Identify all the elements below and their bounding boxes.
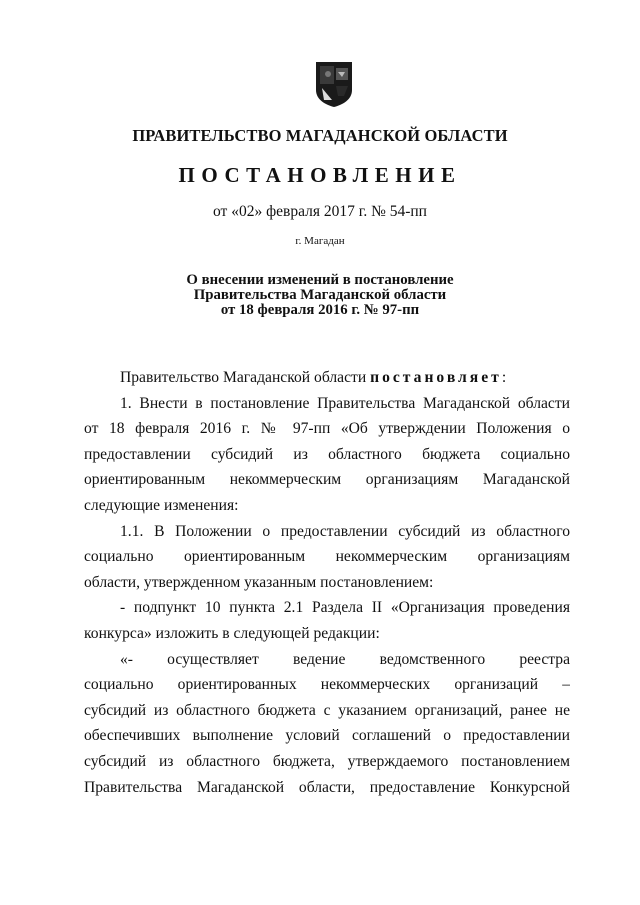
magadan-coat-of-arms-icon bbox=[314, 60, 354, 108]
government-name: ПРАВИТЕЛЬСТВО МАГАДАНСКОЙ ОБЛАСТИ bbox=[132, 126, 508, 145]
body-line: социально ориентированным некоммерческим организациям bbox=[84, 548, 570, 566]
preamble-resolve-word: постановляет bbox=[370, 369, 502, 386]
preamble-colon: : bbox=[501, 369, 507, 386]
document-subject bbox=[0, 273, 640, 318]
body-line: Правительства Магаданской области, предоставление Конкурсной bbox=[84, 778, 570, 796]
date-and-number: от «02» февраля 2017 г. № 54-пп bbox=[213, 203, 427, 220]
body-line: 1. Внести в постановление Правительства Магаданской области bbox=[120, 394, 570, 412]
body-line: следующие изменения: bbox=[84, 496, 239, 514]
city: г. Магадан bbox=[295, 235, 345, 247]
document-body bbox=[84, 365, 570, 800]
subject-line: О внесении изменений в постановление bbox=[186, 272, 454, 288]
body-line: «- осуществляет ведение ведомственного реестра bbox=[120, 650, 570, 668]
body-line: области, утвержденном указанным постановлением: bbox=[84, 573, 434, 591]
subject-line: от 18 февраля 2016 г. № 97-пп bbox=[220, 302, 420, 318]
preamble bbox=[84, 365, 570, 391]
document-type: ПОСТАНОВЛЕНИЕ bbox=[178, 163, 462, 187]
body-line: конкурса» изложить в следующей редакции: bbox=[84, 624, 380, 642]
body-line: субсидий из областного бюджета, утверждаемого постановлением bbox=[84, 752, 570, 770]
body-line: от 18 февраля 2016 г. № 97-пп «Об утверждении Положения о bbox=[84, 420, 570, 438]
body-line: - подпункт 10 пункта 2.1 Раздела II «Организация проведения bbox=[120, 599, 570, 617]
body-line: предоставлении субсидий из областного бюджета социально bbox=[84, 445, 570, 463]
body-line: субсидий из областного бюджета с указанием организаций, ранее не bbox=[84, 701, 570, 719]
subject-line: Правительства Магаданской области bbox=[193, 287, 447, 303]
body-line: обеспечивших выполнение условий соглашений о предоставлении bbox=[84, 727, 570, 745]
body-line: ориентированным некоммерческим организациям Магаданской bbox=[84, 471, 570, 489]
body-line: 1.1. В Положении о предоставлении субсидий из областного bbox=[120, 522, 570, 540]
body-line: социально ориентированных некоммерческих организаций – bbox=[84, 676, 570, 694]
preamble-text: Правительство Магаданской области bbox=[120, 369, 367, 386]
